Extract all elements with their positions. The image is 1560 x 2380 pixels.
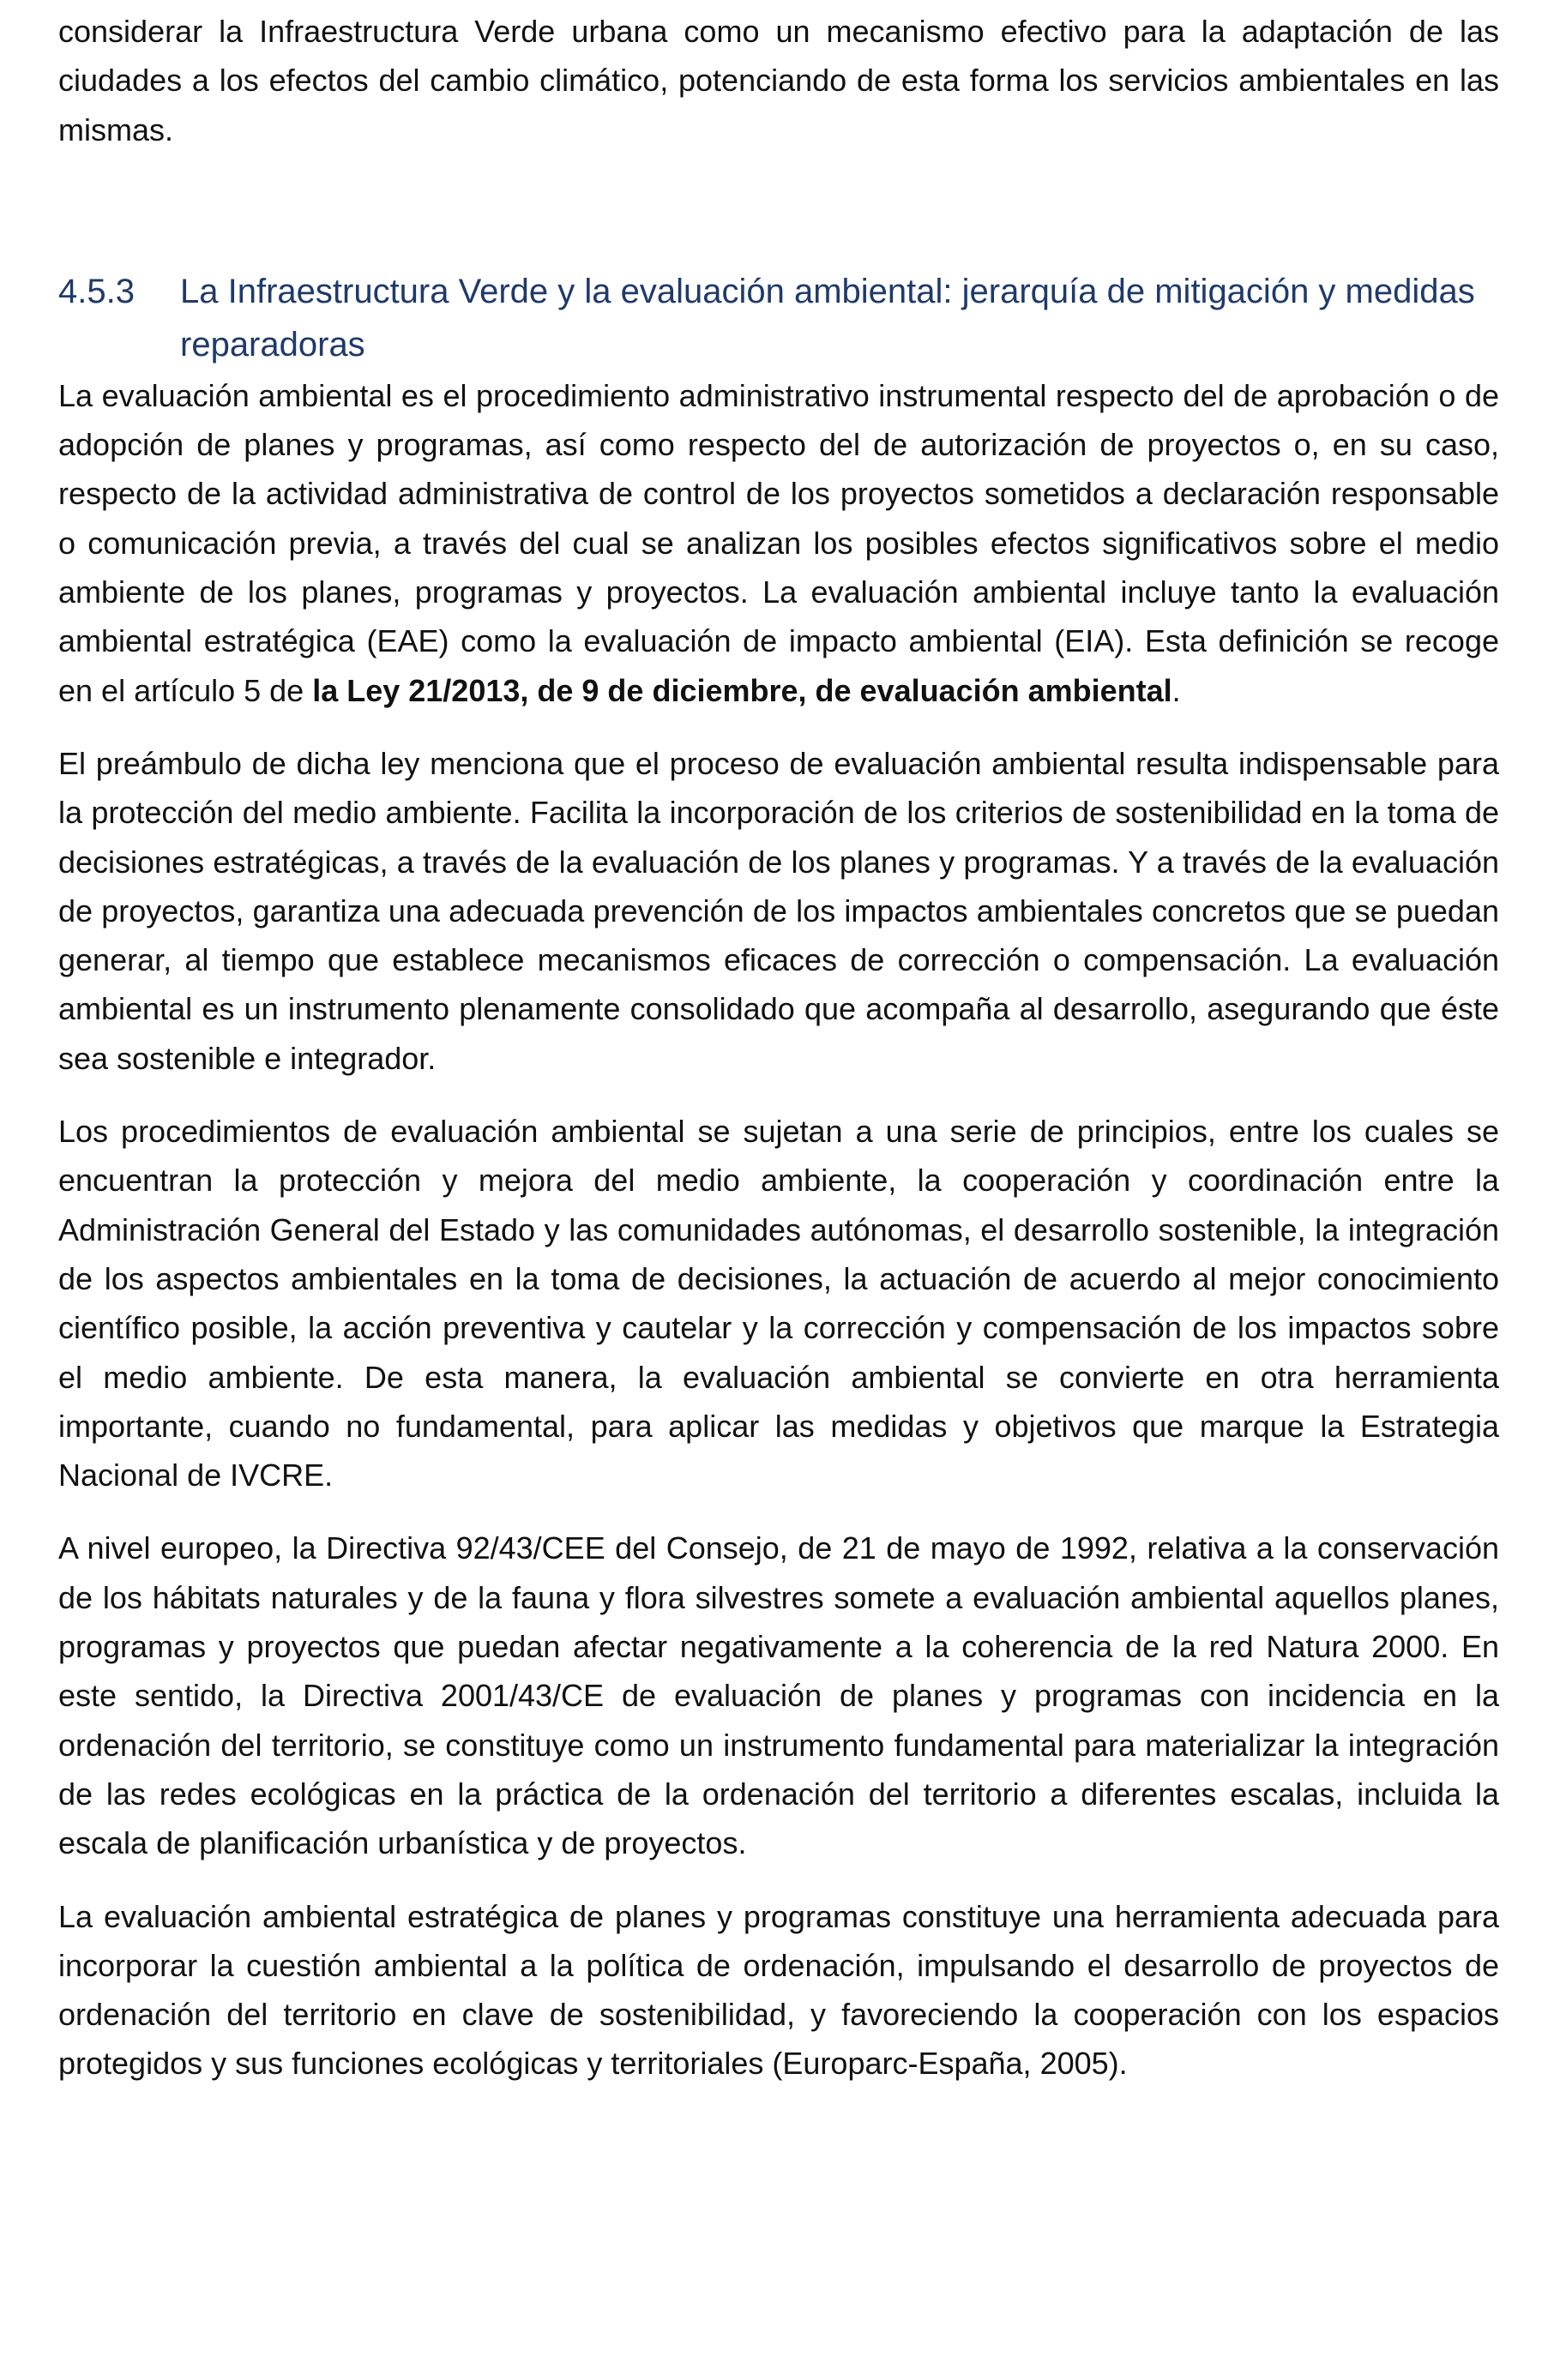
paragraph-european-level: A nivel europeo, la Directiva 92/43/CEE del Consejo, de 21 de mayo de 1992, relativa a la conservación de los hábitats naturales y de la fauna y flora silvestres somete a evaluación ambiental aquellos planes, programas y proyectos que puedan afectar negativamente a la coherencia de la red Natura 2000. En este sentido, la Directiva 2001/43/CE de evaluación de planes y programas con incidencia en la ordenación del territorio, se constituye como un instrumento fundamental para materializar la integración de las redes ecológicas en la práctica de la ordenación del territorio a diferentes escalas, incluida la escala de planificación urbanística y de proyectos. — [58, 1530, 1499, 1861]
paragraph-definition-end: . — [1172, 672, 1181, 708]
section-number: 4.5.3 — [58, 272, 135, 310]
law-reference: la Ley 21/2013, de 9 de diciembre, de evaluación ambiental — [312, 672, 1172, 708]
document-page — [58, 0, 1499, 2089]
paragraph-definition-text: La evaluación ambiental es el procedimiento administrativo instrumental respecto del de aprobación o de adopción de planes y programas, así como respecto del de autorización de proyectos o, en su caso, respecto de la actividad administrativa de control de los proyectos sometidos a declaración responsable o comunicación previa, a través del cual se analizan los posibles efectos significativos sobre el medio ambiente de los planes, programas y proyectos. La evaluación ambiental incluye tanto la evaluación ambiental estratégica (EAE) como la evaluación de impacto ambiental (EIA). Esta definición se recoge en el artículo 5 de — [58, 377, 1499, 708]
intro-paragraph: considerar la Infraestructura Verde urbana como un mecanismo efectivo para la adaptación de las ciudades a los efectos del cambio climático, potenciando de esta forma los servicios ambientales en las mismas. — [58, 14, 1499, 147]
section-heading — [58, 265, 1499, 371]
section-title: La Infraestructura Verde y la evaluación ambiental: jerarquía de mitigación y medidas reparadoras — [180, 272, 1475, 364]
paragraph-preamble: El preámbulo de dicha ley menciona que el proceso de evaluación ambiental resulta indispensable para la protección del medio ambiente. Facilita la incorporación de los criterios de sostenibilidad en la toma de decisiones estratégicas, a través de la evaluación de los planes y programas. Y a través de la evaluación de proyectos, garantiza una adecuada prevención de los impactos ambientales concretos que se puedan generar, al tiempo que establece mecanismos eficaces de corrección o compensación. La evaluación ambiental es un instrumento plenamente consolidado que acompaña al desarrollo, asegurando que éste sea sostenible e integrador. — [58, 745, 1499, 1076]
paragraph-strategic-evaluation: La evaluación ambiental estratégica de planes y programas constituye una herramienta adecuada para incorporar la cuestión ambiental a la política de ordenación, impulsando el desarrollo de proyectos de ordenación del territorio en clave de sostenibilidad, y favoreciendo la cooperación con los espacios protegidos y sus funciones ecológicas y territoriales (Europarc-España, 2005). — [58, 1898, 1499, 2082]
paragraph-principles: Los procedimientos de evaluación ambiental se sujetan a una serie de principios, entre los cuales se encuentran la protección y mejora del medio ambiente, la cooperación y coordinación entre la Administración General del Estado y las comunidades autónomas, el desarrollo sostenible, la integración de los aspectos ambientales en la toma de decisiones, la actuación de acuerdo al mejor conocimiento científico posible, la acción preventiva y cautelar y la corrección y compensación de los impactos sobre el medio ambiente. De esta manera, la evaluación ambiental se convierte en otra herramienta importante, cuando no fundamental, para aplicar las medidas y objetivos que marque la Estrategia Nacional de IVCRE. — [58, 1114, 1499, 1494]
paragraph-definition — [58, 371, 1499, 715]
